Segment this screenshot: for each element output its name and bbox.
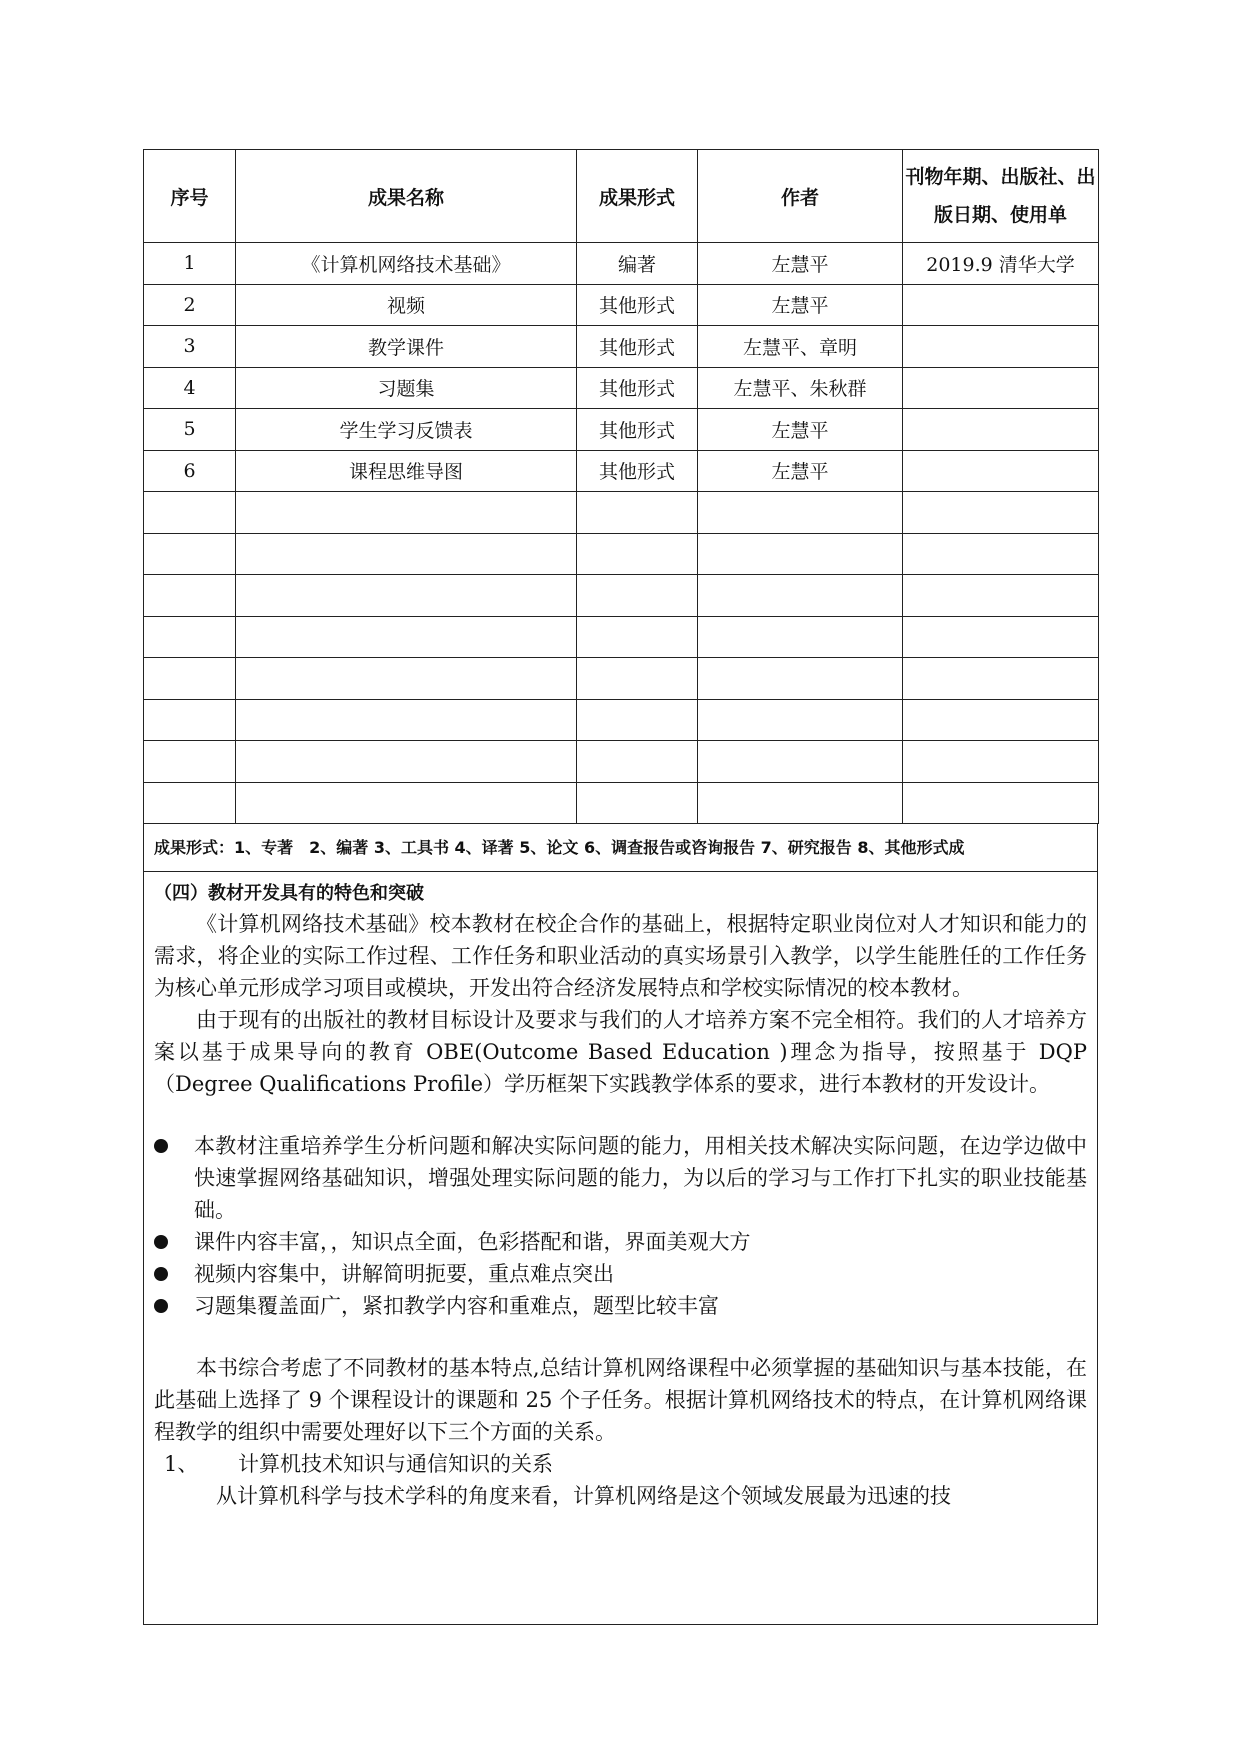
table-cell: [698, 575, 903, 617]
table-cell: [144, 699, 236, 741]
table-cell: 习题集: [236, 367, 577, 409]
table-row: [144, 575, 1099, 617]
bullet-icon: [154, 1299, 168, 1313]
table-cell: 视频: [236, 284, 577, 326]
table-cell: 2019.9 清华大学: [903, 243, 1099, 285]
results-table: [143, 149, 1099, 824]
table-row: [144, 741, 1099, 783]
table-cell: 左慧平、章明: [698, 326, 903, 368]
item-text: 计算机技术知识与通信知识的关系: [238, 1452, 553, 1476]
table-cell: [236, 741, 577, 783]
table-cell: [903, 326, 1099, 368]
table-cell: 1: [144, 243, 236, 285]
bullet-icon: [154, 1235, 168, 1249]
table-cell: 《计算机网络技术基础》: [236, 243, 577, 285]
table-cell: 左慧平: [698, 243, 903, 285]
table-cell: [903, 284, 1099, 326]
table-cell: [144, 782, 236, 824]
list-item: 本教材注重培养学生分析问题和解决实际问题的能力，用相关技术解决实际问题，在边学边做中快速掌握网络基础知识，增强处理实际问题的能力，为以后的学习与工作打下扎实的职业技能基础。: [154, 1130, 1087, 1226]
feature-list: [154, 1130, 1087, 1322]
table-cell: [144, 658, 236, 700]
table-cell: 其他形式: [577, 367, 698, 409]
table-cell: 4: [144, 367, 236, 409]
table-cell: [577, 699, 698, 741]
table-cell: 其他形式: [577, 409, 698, 451]
document-page: [143, 149, 1098, 1625]
table-cell: 其他形式: [577, 284, 698, 326]
table-cell: [698, 699, 903, 741]
table-cell: [903, 450, 1099, 492]
table-cell: 编著: [577, 243, 698, 285]
form-legend: 成果形式：1、专著 2、编著 3、工具书 4、译著 5、论文 6、调查报告或咨询报告 7、研究报告 8、其他形式成: [143, 824, 1098, 872]
table-cell: 6: [144, 450, 236, 492]
table-row: [144, 616, 1099, 658]
header-form: 成果形式: [577, 150, 698, 243]
table-row: [144, 243, 1099, 285]
table-cell: [236, 658, 577, 700]
table-cell: [698, 741, 903, 783]
table-cell: 5: [144, 409, 236, 451]
table-cell: 左慧平: [698, 409, 903, 451]
table-cell: [144, 575, 236, 617]
table-cell: 2: [144, 284, 236, 326]
table-cell: [236, 699, 577, 741]
table-cell: [903, 699, 1099, 741]
table-cell: 左慧平: [698, 450, 903, 492]
table-row: [144, 409, 1099, 451]
table-cell: [698, 492, 903, 534]
table-cell: 3: [144, 326, 236, 368]
table-cell: 教学课件: [236, 326, 577, 368]
table-cell: [144, 741, 236, 783]
table-cell: 其他形式: [577, 450, 698, 492]
bullet-icon: [154, 1267, 168, 1281]
item-number: 1、: [164, 1452, 199, 1476]
table-cell: [144, 533, 236, 575]
features-section: [143, 872, 1098, 1625]
table-row: [144, 533, 1099, 575]
table-cell: [144, 492, 236, 534]
table-cell: [236, 533, 577, 575]
table-cell: [577, 492, 698, 534]
table-row: [144, 326, 1099, 368]
table-cell: [577, 782, 698, 824]
table-row: [144, 699, 1099, 741]
list-item: 视频内容集中，讲解简明扼要，重点难点突出: [154, 1258, 1087, 1290]
header-name: 成果名称: [236, 150, 577, 243]
table-cell: [577, 616, 698, 658]
table-cell: [903, 575, 1099, 617]
table-cell: [577, 741, 698, 783]
table-row: [144, 284, 1099, 326]
numbered-heading: [154, 1448, 1087, 1480]
list-item: 习题集覆盖面广，紧扣教学内容和重难点，题型比较丰富: [154, 1290, 1087, 1322]
paragraph-3: 本书综合考虑了不同教材的基本特点,总结计算机网络课程中必须掌握的基础知识与基本技能，在此基础上选择了 9 个课程设计的课题和 25 个子任务。根据计算机网络技术的特点，在计算机网络课程教学的组织中需要处理好以下三个方面的关系。: [154, 1356, 1087, 1444]
table-cell: [698, 658, 903, 700]
table-cell: [903, 409, 1099, 451]
table-header-row: [144, 150, 1099, 243]
table-cell: 学生学习反馈表: [236, 409, 577, 451]
header-publication: 刊物年期、出版社、出版日期、使用单: [903, 150, 1099, 243]
table-cell: [903, 492, 1099, 534]
table-cell: [236, 492, 577, 534]
header-index: 序号: [144, 150, 236, 243]
table-cell: 左慧平、朱秋群: [698, 367, 903, 409]
paragraph-1: 《计算机网络技术基础》校本教材在校企合作的基础上，根据特定职业岗位对人才知识和能力的需求，将企业的实际工作过程、工作任务和职业活动的真实场景引入教学，以学生能胜任的工作任务为核心单元形成学习项目或模块，开发出符合经济发展特点和学校实际情况的校本教材。: [154, 912, 1087, 1000]
header-author: 作者: [698, 150, 903, 243]
table-row: [144, 658, 1099, 700]
table-row: [144, 492, 1099, 534]
paragraph-4: 从计算机科学与技术学科的角度来看，计算机网络是这个领域发展最为迅速的技: [216, 1484, 951, 1508]
table-cell: [903, 782, 1099, 824]
paragraph-2: 由于现有的出版社的教材目标设计及要求与我们的人才培养方案不完全相符。我们的人才培养方案以基于成果导向的教育 OBE(Outcome Based Education )理念为指导，按照基于 DQP（Degree Qualifications Profile）学历框架下实践教学体系的要求，进行本教材的开发设计。: [154, 1008, 1087, 1096]
table-cell: [577, 658, 698, 700]
table-cell: [236, 782, 577, 824]
table-cell: 其他形式: [577, 326, 698, 368]
table-cell: [236, 575, 577, 617]
section-title: （四）教材开发具有的特色和突破: [154, 883, 424, 904]
table-cell: 课程思维导图: [236, 450, 577, 492]
table-cell: [698, 616, 903, 658]
table-row: [144, 367, 1099, 409]
table-cell: [577, 575, 698, 617]
table-cell: [698, 782, 903, 824]
table-cell: [698, 533, 903, 575]
table-cell: [903, 533, 1099, 575]
list-item: 课件内容丰富，，知识点全面，色彩搭配和谐，界面美观大方: [154, 1226, 1087, 1258]
table-row: [144, 782, 1099, 824]
bullet-icon: [154, 1139, 168, 1153]
table-cell: [903, 741, 1099, 783]
table-cell: [144, 616, 236, 658]
table-cell: [903, 616, 1099, 658]
table-cell: 左慧平: [698, 284, 903, 326]
table-cell: [903, 658, 1099, 700]
table-row: [144, 450, 1099, 492]
table-cell: [903, 367, 1099, 409]
table-cell: [577, 533, 698, 575]
table-cell: [236, 616, 577, 658]
